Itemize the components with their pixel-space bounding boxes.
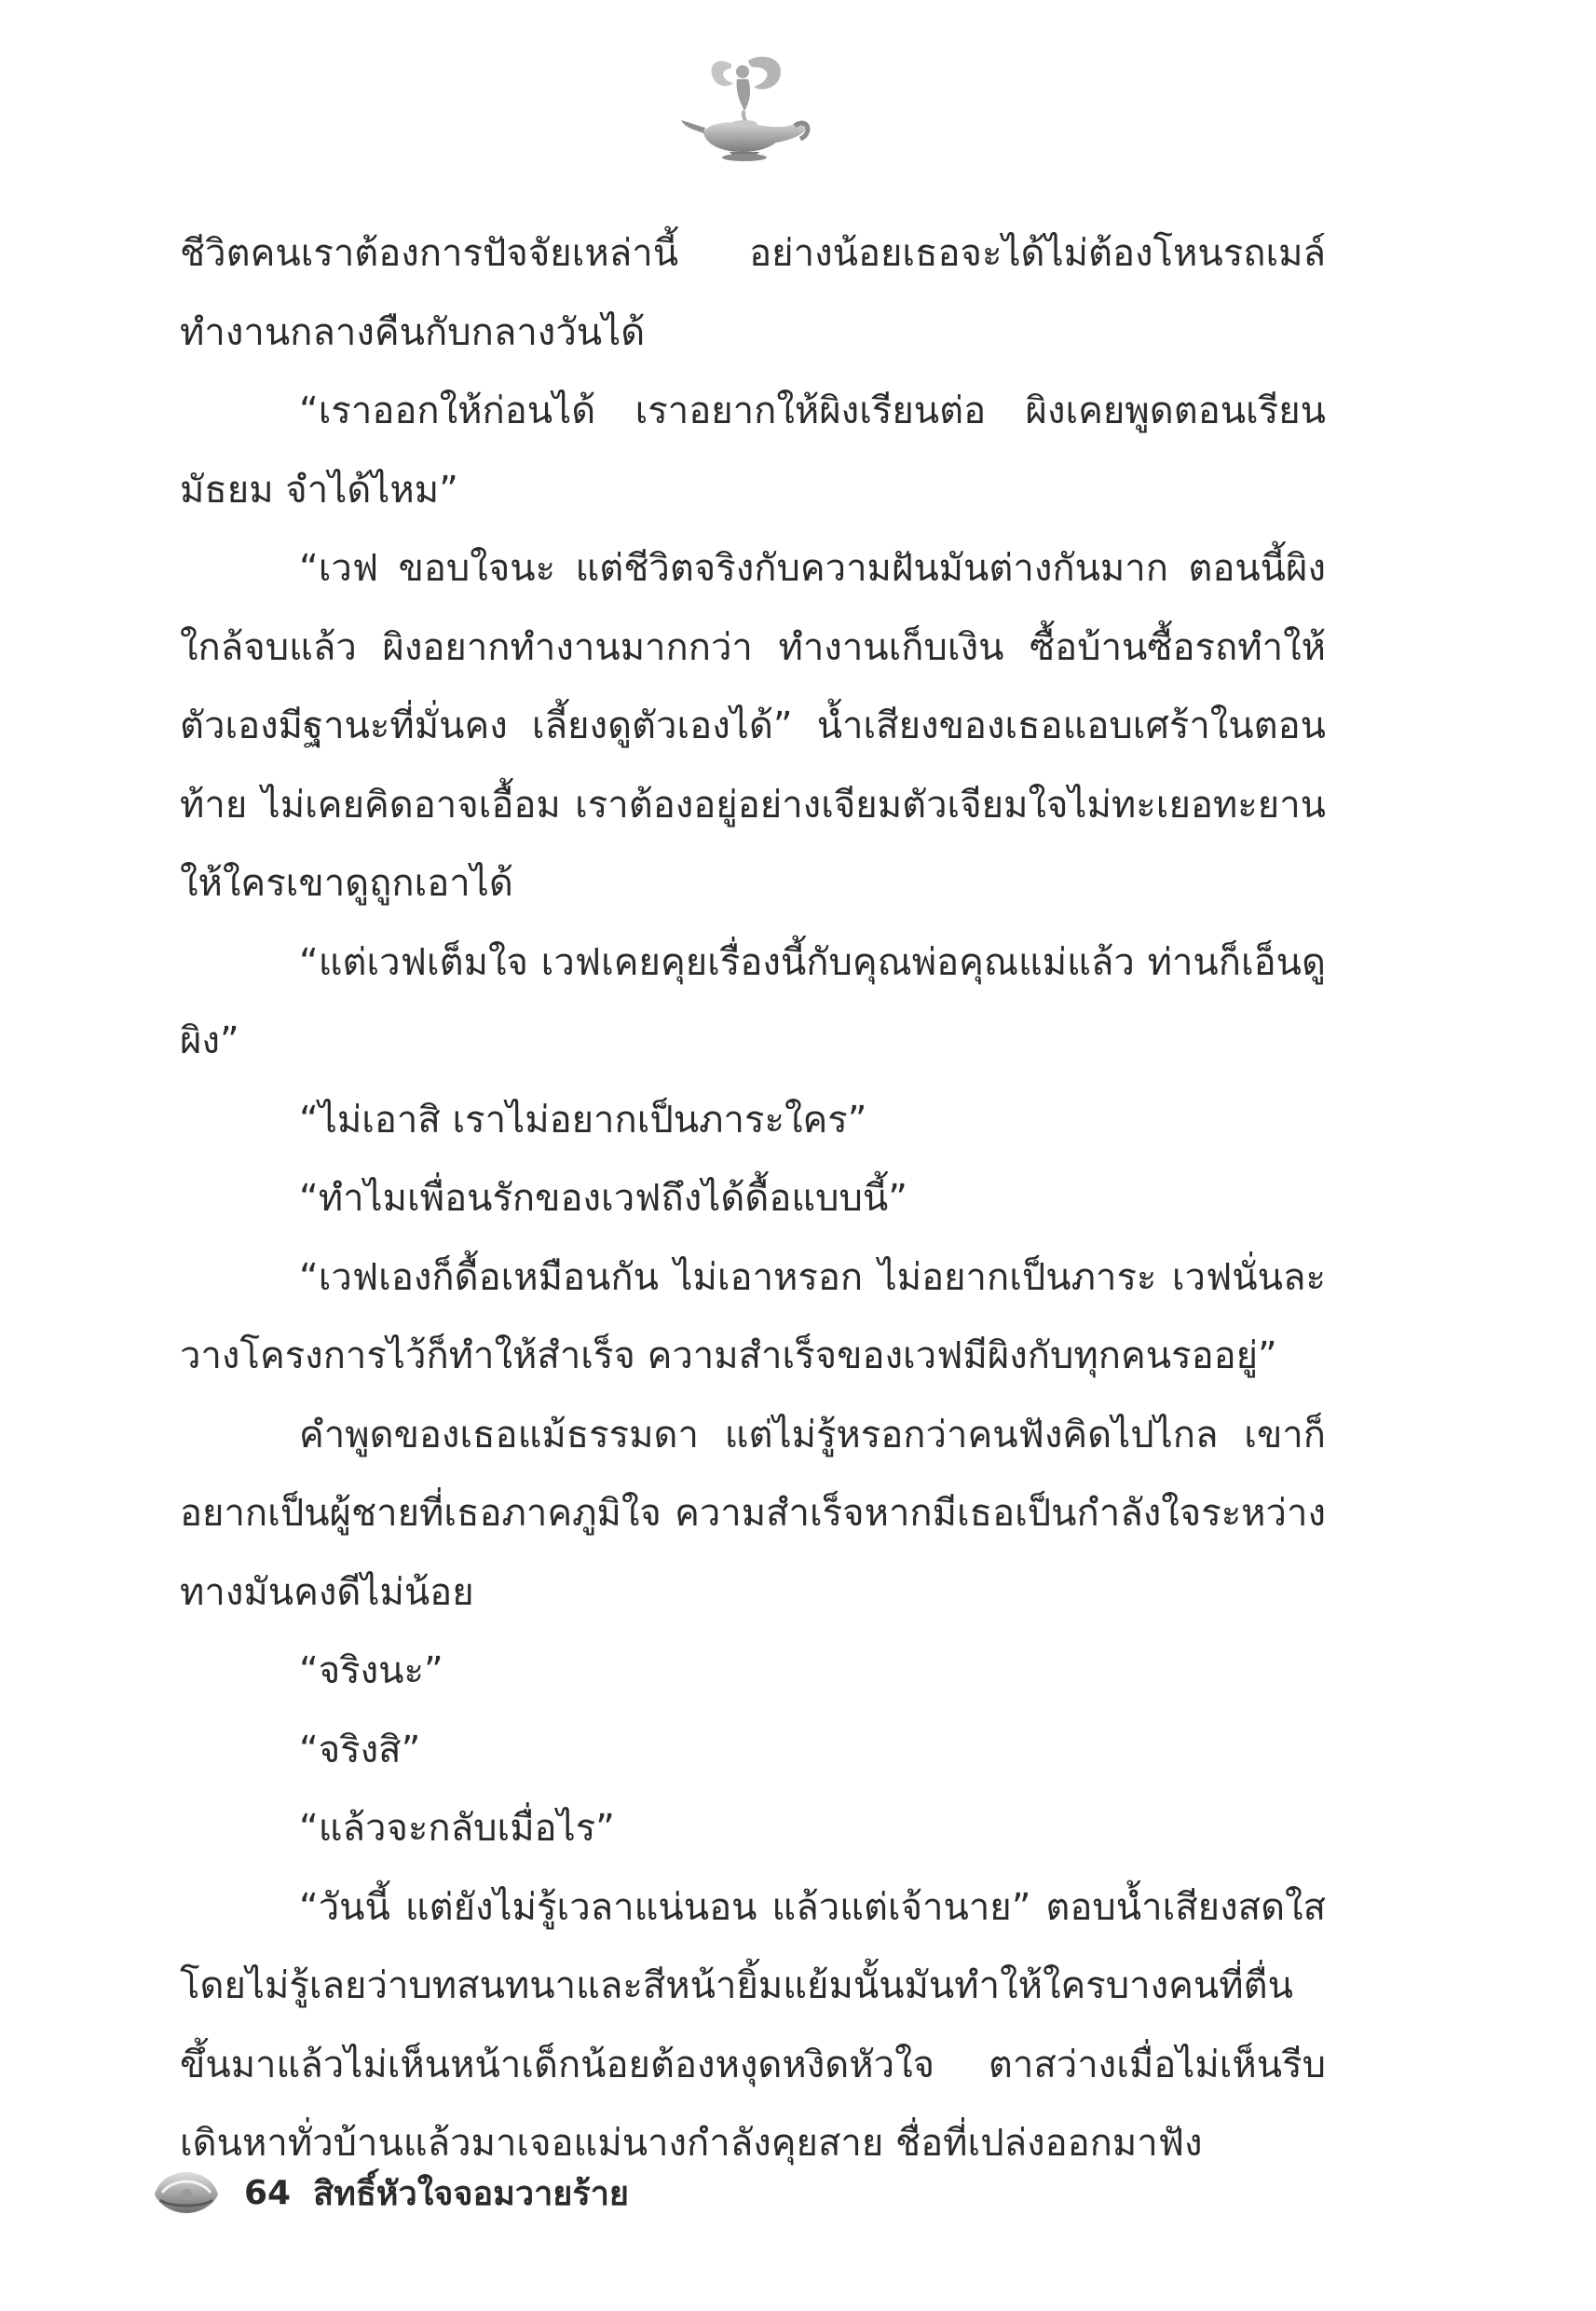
- magic-lamp-with-angel-icon: [675, 51, 815, 163]
- paragraph: “เวฟเองก็ดื้อเหมือนกัน ไม่เอาหรอก ไม่อยากเป็นภาระ เวฟนั่นละ วางโครงการไว้ก็ทำให้สำเร็จ ความสำเร็จของเวฟมีผิงกับทุกคนรออยู่”: [180, 1255, 1326, 1377]
- book-emblem-icon: [149, 2167, 224, 2219]
- body-text: [180, 214, 1326, 2165]
- paragraph: “ไม่เอาสิ เราไม่อยากเป็นภาระใคร”: [299, 1098, 867, 1142]
- paragraph: “แต่เวฟเต็มใจ เวฟเคยคุยเรื่องนี้กับคุณพ่อคุณแม่แล้ว ท่านก็เอ็นดูผิง”: [180, 940, 1326, 1062]
- paragraph: “เวฟ ขอบใจนะ แต่ชีวิตจริงกับความฝันมันต่างกันมาก ตอนนี้ผิงใกล้จบแล้ว ผิงอยากทำงานมากกว่า ทำงานเก็บเงิน ซื้อบ้านซื้อรถทำให้ตัวเองมีฐานะที่มั่นคง เลี้ยงดูตัวเองได้” น้ำเสียงของเธอแอบเศร้าในตอนท้าย ไม่เคยคิดอาจเอื้อม เราต้องอยู่อย่างเจียมตัวเจียมใจไม่ทะเยอทะยานให้ใครเขาดูถูกเอาได้: [180, 547, 1326, 905]
- paragraph: คำพูดของเธอแม้ธรรมดา แต่ไม่รู้หรอกว่าคนฟังคิดไปไกล เขาก็อยากเป็นผู้ชายที่เธอภาคภูมิใจ ความสำเร็จหากมีเธอเป็นกำลังใจระหว่างทางมันคงดีไม่น้อย: [180, 1413, 1326, 1614]
- paragraph: “ทำไมเพื่อนรักของเวฟถึงได้ดื้อแบบนี้”: [299, 1177, 907, 1220]
- paragraph: “จริงนะ”: [299, 1649, 443, 1692]
- paragraph: “แล้วจะกลับเมื่อไร”: [299, 1807, 615, 1850]
- book-title: สิทธิ์หัวใจจอมวายร้าย: [313, 2174, 630, 2213]
- page-footer: [149, 2160, 629, 2225]
- paragraph: “เราออกให้ก่อนได้ เราอยากให้ผิงเรียนต่อ ผิงเคยพูดตอนเรียนมัธยม จำได้ไหม”: [180, 390, 1326, 512]
- paragraph: “จริงสิ”: [299, 1728, 421, 1771]
- paragraph: “วันนี้ แต่ยังไม่รู้เวลาแน่นอน แล้วแต่เจ้านาย” ตอบน้ำเสียงสดใสโดยไม่รู้เลยว่าบทสนทนาและสีหน้ายิ้มแย้มนั้นมันทำให้ใครบางคนที่ตื่นขึ้นมาแล้วไม่เห็นหน้าเด็กน้อยต้องหงุดหงิดหัวใจ ตาสว่างเมื่อไม่เห็นรีบเดินหาทั่วบ้านแล้วมาเจอแม่นางกำลังคุยสาย ชื่อที่เปล่งออกมาฟัง: [180, 1885, 1326, 2165]
- paragraph: ชีวิตคนเราต้องการปัจจัยเหล่านี้ อย่างน้อยเธอจะได้ไม่ต้องโหนรถเมล์ทำงานกลางคืนกับกลางวันได้: [180, 232, 1326, 354]
- page-number: 64: [244, 2173, 292, 2212]
